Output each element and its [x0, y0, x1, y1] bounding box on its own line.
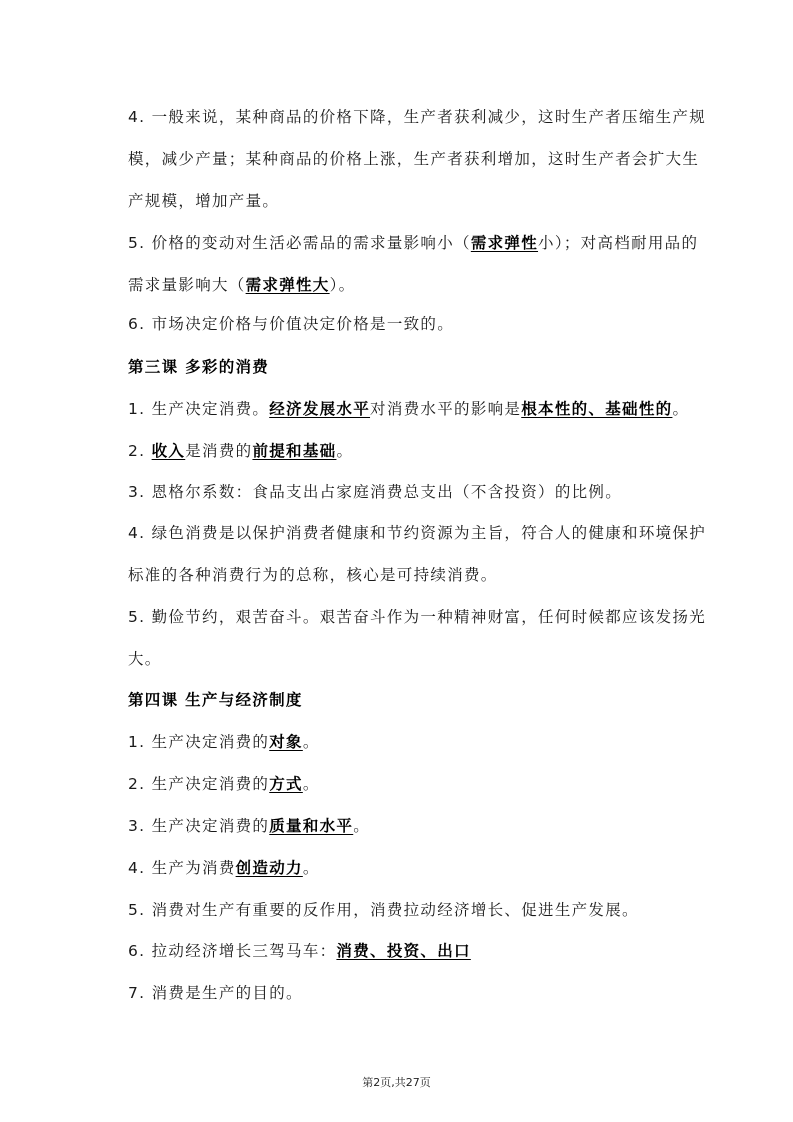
text-run: 5. 价格的变动对生活必需品的需求量影响小（ — [128, 234, 471, 252]
text-line — [128, 648, 162, 670]
key-term: 经济发展水平 — [269, 400, 371, 418]
heading-text: 第四课 生产与经济制度 — [128, 691, 303, 709]
text-line — [128, 940, 471, 962]
text-run: 4. 一般来说，某种商品的价格下降，生产者获利减少，这时生产者压缩生产规 — [128, 108, 707, 126]
text-line — [128, 481, 622, 503]
text-line — [128, 606, 706, 628]
text-run: 。 — [302, 733, 320, 751]
text-line — [128, 899, 639, 921]
text-run: 小）；对高档耐用品的 — [538, 234, 699, 252]
text-run: 。 — [336, 442, 354, 460]
text-run: 4. 绿色消费是以保护消费者健康和节约资源为主旨，符合人的健康和环境保护 — [128, 524, 707, 542]
text-line — [128, 232, 698, 254]
text-line — [128, 313, 454, 335]
text-run: 大。 — [128, 650, 162, 668]
text-line — [128, 564, 498, 586]
text-run: 。 — [302, 775, 320, 793]
text-line — [128, 440, 353, 462]
text-run: 1. 生产决定消费。 — [128, 400, 270, 418]
section-heading — [128, 356, 269, 378]
text-line — [128, 106, 706, 128]
text-run: 2. 生产决定消费的 — [128, 775, 270, 793]
text-line — [128, 815, 370, 837]
text-run: 需求量影响大（ — [128, 276, 246, 294]
section-heading — [128, 689, 303, 711]
text-run: 4. 生产为消费 — [128, 859, 236, 877]
text-run: 5. 勤俭节约，艰苦奋斗。艰苦奋斗作为一种精神财富，任何时候都应该发扬光 — [128, 608, 707, 626]
key-term: 需求弹性 — [470, 234, 539, 252]
key-term: 需求弹性大 — [245, 276, 330, 294]
text-run: 。 — [672, 400, 690, 418]
text-run: 3. 生产决定消费的 — [128, 817, 270, 835]
text-run: 。 — [302, 859, 320, 877]
key-term: 质量和水平 — [269, 817, 354, 835]
text-run: 5. 消费对生产有重要的反作用，消费拉动经济增长、促进生产发展。 — [128, 901, 639, 919]
key-term: 根本性的、基础性的 — [521, 400, 673, 418]
key-term: 前提和基础 — [252, 442, 337, 460]
text-run: 是消费的 — [185, 442, 253, 460]
text-line — [128, 773, 320, 795]
text-line — [128, 731, 320, 753]
key-term: 方式 — [269, 775, 303, 793]
key-term: 消费、投资、出口 — [336, 942, 471, 960]
text-run: 6. 拉动经济增长三驾马车： — [128, 942, 337, 960]
text-run: 对消费水平的影响是 — [370, 400, 522, 418]
text-line — [128, 857, 320, 879]
text-line — [128, 982, 303, 1004]
text-line — [128, 522, 706, 544]
text-line — [128, 148, 699, 170]
text-run: 2. — [128, 442, 152, 460]
text-run: 3. 恩格尔系数：食品支出占家庭消费总支出（不含投资）的比例。 — [128, 483, 623, 501]
page-footer: 第2页,共27页 — [362, 1076, 431, 1089]
key-term: 创造动力 — [235, 859, 303, 877]
text-line — [128, 274, 355, 296]
text-line — [128, 398, 689, 420]
text-run: ）。 — [329, 276, 356, 294]
text-run: 产规模，增加产量。 — [128, 192, 280, 210]
heading-text: 第三课 多彩的消费 — [128, 358, 270, 376]
text-run: 1. 生产决定消费的 — [128, 733, 270, 751]
key-term: 收入 — [151, 442, 186, 460]
text-run: 。 — [353, 817, 371, 835]
text-run: 6. 市场决定价格与价值决定价格是一致的。 — [128, 315, 455, 333]
text-run: 7. 消费是生产的目的。 — [128, 984, 303, 1002]
text-run: 模，减少产量；某种商品的价格上涨，生产者获利增加，这时生产者会扩大生 — [128, 150, 700, 168]
key-term: 对象 — [269, 733, 303, 751]
text-line — [128, 190, 279, 212]
text-run: 标准的各种消费行为的总称，核心是可持续消费。 — [128, 566, 498, 584]
